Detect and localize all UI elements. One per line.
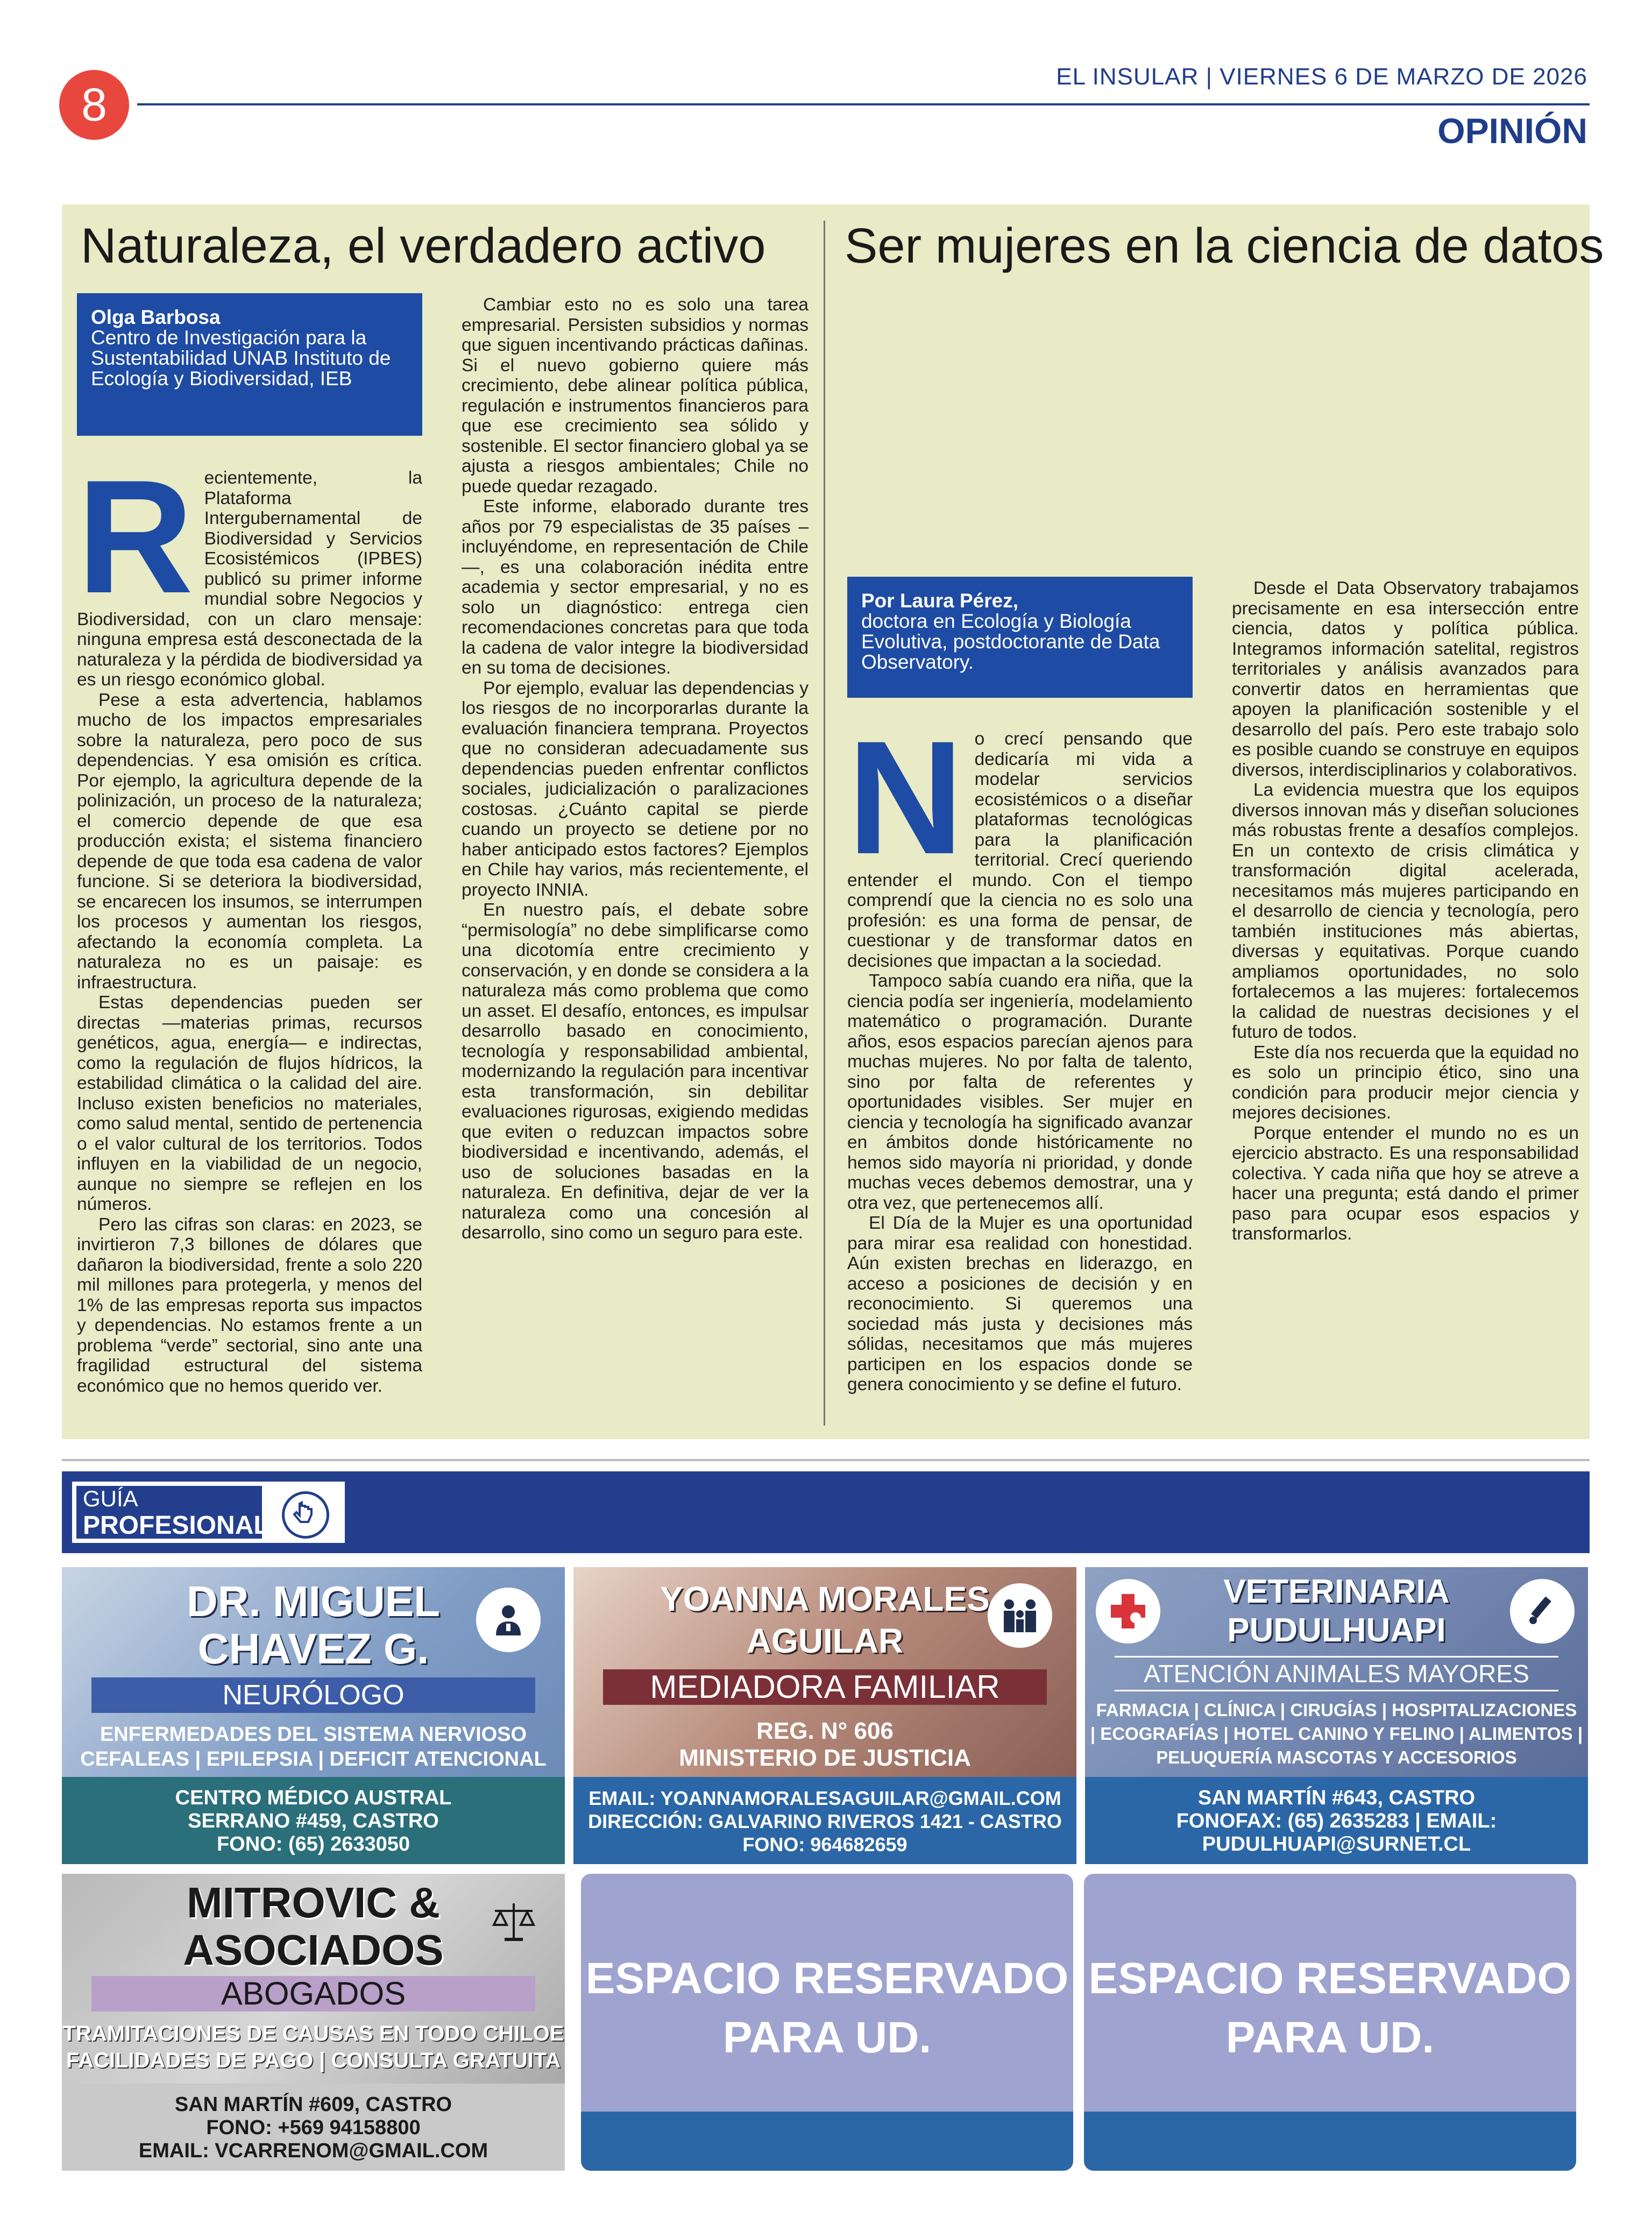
morales-name: YOANNA MORALES AGUILAR [660, 1580, 990, 1660]
article-2-paragraph: o crecí pensando que dedicaría mi vida a modelar servicios ecosistémicos o a diseñar plataformas tecnológicas para la planificación territorial. Crecí queriendo entender el mundo. Con el tiempo comprendí que la ciencia no es solo una profesión: es una forma de pensar, de cuestionar y de transformar datos en decisiones que impactan a la sociedad. [847, 729, 1193, 971]
reserved-space-1[interactable] [581, 1874, 1073, 2171]
doctor-icon [476, 1588, 541, 1652]
article-2-drop-cap: N [847, 729, 964, 888]
reserved-space-text: ESPACIO RESERVADO PARA UD. [1088, 1954, 1572, 2062]
guide-label-line-1: GUÍA [83, 1486, 138, 1511]
article-1-paragraph: Pero las cifras son claras: en 2023, se invirtieron 7,3 billones de dólares que dañaron la biodiversidad, frente a solo 220 mil millones para protegerla, y menos del 1% de las empresas reporta sus impactos y dependencias. No estamos frente a un problema “verde” sectorial, sino ante una fragilidad estructural del sistema económico que no hemos querido ver. [77, 1214, 422, 1396]
guide-label-line-2: PROFESIONAL [83, 1511, 270, 1540]
article-1-drop-cap: R [77, 468, 194, 627]
veterinaria-name: VETERINARIA PUDULHUAPI [1223, 1573, 1450, 1649]
morales-detail-1: REG. N° 606 [756, 1718, 894, 1744]
reserved-space-bar [581, 2112, 1073, 2171]
article-2-paragraph: Desde el Data Observatory trabajamos precisamente en esa intersección entre ciencia, datos y política pública. Integramos información satelital, registros territoriales y análisis avanzados para convertir datos en herramientas que apoyen la planificación sostenible y el desarrollo del país. Pero este trabajo solo es posible cuando se construye en equipos diversos, interdisciplinarios y colaborativos. [1232, 578, 1579, 780]
morales-detail-2: MINISTERIO DE JUSTICIA [679, 1745, 971, 1771]
chavez-name: DR. MIGUEL CHAVEZ G. [186, 1577, 441, 1673]
header-rule [137, 103, 1590, 105]
column-divider [824, 221, 825, 1426]
article-1-author-box [77, 293, 422, 436]
article-2-author-affiliation: doctora en Ecología y Biología Evolutiva, postdoctorante de Data Observatory. [861, 610, 1160, 673]
article-1-paragraph: En nuestro país, el debate sobre “permisología” no debe simplificarse como una dicotomía entre crecimiento y conservación, y en donde se considera a la naturaleza más como problema que como un asset. El desafío, entonces, es impulsar desarrollo basado en conocimiento, tecnología y responsabilidad ambiental, modernizando la regulación para incentivar esta transformación, sin debilitar evaluaciones rigurosas, exigiendo medidas que eviten o reduzcan impactos sobre biodiversidad e incentivando, además, el uso de soluciones basadas en la naturaleza. En definitiva, dejar de ver la naturaleza como una concesión al desarrollo, sino como un seguro para este. [462, 900, 809, 1243]
chavez-specialty: NEURÓLOGO [91, 1677, 535, 1713]
veterinaria-detail-3: PELUQUERÍA MASCOTAS Y ACCESORIOS [1156, 1747, 1517, 1767]
article-1-paragraph: Estas dependencias pueden ser directas —materias primas, recursos genéticos, agua, energía— e indirectas, como la regulación de flujos hídricos, la estabilidad climática o la calidad del aire. Incluso existen beneficios no materiales, como salud mental, sentido de pertenencia o el valor cultural de los territorios. Todos influyen en la viabilidad de un negocio, aunque no siempre se reflejen en los números. [77, 993, 422, 1214]
mitrovic-detail-2: FACILIDADES DE PAGO | CONSULTA GRATUITA [66, 2049, 561, 2072]
article-1-column-1 [77, 468, 422, 1426]
article-1-paragraph: Pese a esta advertencia, hablamos mucho de los impactos empresariales sobre la naturaleza, pero poco de sus dependencias. Y esa omisión es crítica. Por ejemplo, la agricultura depende de la polinización, un proceso de la naturaleza; el comercio depende de que esa producción exista; el sistema financiero depende de que toda esa cadena de valor funcione. Si se deteriora la biodiversidad, se encarecen los insumos, se interrumpen los procesos y aumentan los riesgos, afectando la economía completa. La naturaleza no es un paisaje: es infraestructura. [77, 690, 422, 993]
mitrovic-specialty: ABOGADOS [91, 1976, 535, 2011]
article-2-column-1 [847, 729, 1193, 1428]
veterinaria-detail-2: | ECOGRAFÍAS | HOTEL CANINO Y FELINO | ALIMENTOS | [1090, 1724, 1583, 1744]
article-1-column-2 [462, 295, 809, 1430]
article-2-column-2 [1232, 578, 1579, 1431]
family-icon [988, 1583, 1052, 1648]
section-title: OPINIÓN [1437, 111, 1587, 151]
article-1-paragraph: Por ejemplo, evaluar las dependencias y los riesgos de no incorporarlas durante la evaluación financiera temprana. Proyectos que no consideran adecuadamente sus dependencias pueden enfrentar conflictos sociales, judicialización o paralizaciones costosas. ¿Cuánto capital se pierde cuando un proyecto se detiene por no haber anticipado estos factores? Ejemplos en Chile hay varios, más recientemente, el proyecto INNIA. [462, 678, 809, 900]
morales-specialty: MEDIADORA FAMILIAR [603, 1669, 1047, 1705]
page-number: 8 [59, 70, 129, 140]
article-2-paragraph: Porque entender el mundo no es un ejercicio abstracto. Es una responsabilidad colectiva. Y cada niña que hoy se atreve a hacer una pregunta; está dando el primer paso para ocupar esos espacios y transformarlos. [1232, 1123, 1579, 1244]
mitrovic-contact: SAN MARTÍN #609, CASTRO FONO: +569 94158800 EMAIL: VCARRENOM@GMAIL.COM [62, 2084, 565, 2171]
veterinaria-specialty: ATENCIÓN ANIMALES MAYORES [1115, 1656, 1558, 1691]
mitrovic-name: MITROVIC & ASOCIADOS [183, 1879, 444, 1974]
article-2-author-name: Por Laura Pérez, [861, 590, 1019, 612]
reserved-space-text: ESPACIO RESERVADO PARA UD. [585, 1954, 1069, 2062]
article-2-paragraph: Tampoco sabía cuando era niña, que la ciencia podía ser ingeniería, modelamiento matemático o programación. Durante años, esos espacios parecían ajenos para muchas mujeres. No por falta de talento, sino por falta de referentes y oportunidades visibles. Ser mujer en ciencia y tecnología ha significado avanzar en ámbitos donde históricamente no hemos sido mayoría ni prioridad, y donde muchas veces debemos demostrar, una y otra vez, que pertenecemos allí. [847, 971, 1193, 1213]
ad-card-morales[interactable] [573, 1567, 1076, 1864]
article-1-headline: Naturaleza, el verdadero activo [81, 218, 766, 273]
veterinaria-contact: SAN MARTÍN #643, CASTRO FONOFAX: (65) 2635283 | EMAIL: PUDULHUAPI@SURNET.CL [1085, 1777, 1588, 1864]
article-2-paragraph: Este día nos recuerda que la equidad no es solo un principio ético, sino una condición para producir mejor ciencia y mejores decisiones. [1232, 1042, 1579, 1123]
article-1-author-affiliation: Centro de Investigación para la Sustentabilidad UNAB Instituto de Ecología y Biodiversidad, IEB [91, 327, 391, 389]
article-2-paragraph: La evidencia muestra que los equipos diversos innovan más y diseñan soluciones más robustas frente a desafíos complejos. En un contexto de crisis climática y transformación digital acelerada, necesitamos más mujeres participando en el desarrollo de ciencia y tecnología, pero también instituciones más abiertas, diversas y equitativas. Porque cuando ampliamos oportunidades, no solo fortalecemos a las mujeres: fortalecemos la calidad de nuestras decisiones y el futuro de todos. [1232, 780, 1579, 1042]
scales-icon [481, 1890, 546, 1954]
article-1-paragraph: ecientemente, la Plataforma Intergubernamental de Biodiversidad y Servicios Ecosistémicos (IPBES) publicó su primer informe mundial sobre Negocios y Biodiversidad, con un claro mensaje: ninguna empresa está desconectada de la naturaleza y la pérdida de biodiversidad ya es un riesgo económico global. [77, 468, 422, 690]
morales-contact: EMAIL: YOANNAMORALESAGUILAR@GMAIL.COM DIRECCIÓN: GALVARINO RIVEROS 1421 - CASTRO FONO: 964682659 [573, 1777, 1076, 1864]
chavez-detail-1: ENFERMEDADES DEL SISTEMA NERVIOSO [100, 1723, 527, 1746]
mitrovic-detail-1: TRAMITACIONES DE CAUSAS EN TODO CHILOE [62, 2022, 564, 2045]
chavez-contact: CENTRO MÉDICO AUSTRAL SERRANO #459, CASTRO FONO: (65) 2633050 [62, 1777, 565, 1864]
reserved-space-bar [1084, 2112, 1576, 2171]
masthead: EL INSULAR | VIERNES 6 DE MARZO DE 2026 [1056, 63, 1587, 90]
article-1-author-name: Olga Barbosa [91, 306, 221, 328]
ad-card-veterinaria[interactable] [1085, 1567, 1588, 1864]
reserved-space-2[interactable] [1084, 1874, 1576, 2171]
article-2-headline: Ser mujeres en la ciencia de datos [845, 218, 1604, 273]
guide-label [70, 1479, 347, 1545]
chavez-detail-2: CEFALEAS | EPILEPSIA | DEFICIT ATENCIONAL [80, 1748, 547, 1770]
hand-pointer-icon [282, 1491, 329, 1539]
ad-card-mitrovic[interactable] [62, 1874, 565, 2171]
article-1-paragraph: Este informe, elaborado durante tres años por 79 especialistas de 35 países –incluyéndome, en representación de Chile—, es una colaboración inédita entre academia y sector empresarial, y no es solo un diagnóstico: entrega cien recomendaciones concretas para que toda la cadena de valor integre la biodiversidad en su toma de decisiones. [462, 497, 809, 678]
article-2-paragraph: El Día de la Mujer es una oportunidad para mirar esa realidad con honestidad. Aún existen brechas en liderazgo, en acceso a posiciones de decisión y en reconocimiento. Si queremos una sociedad más justa y decisiones más sólidas, necesitamos que más mujeres participen en los espacios donde se genera conocimiento y se define el futuro. [847, 1213, 1193, 1394]
article-2-author-box [847, 577, 1193, 698]
ad-card-chavez[interactable] [62, 1567, 565, 1864]
section-separator [62, 1459, 1590, 1461]
article-1-paragraph: Cambiar esto no es solo una tarea empresarial. Persisten subsidios y normas que siguen incentivando prácticas dañinas. Si el nuevo gobierno quiere más crecimiento, debe alinear política pública, regulación e instrumentos financieros para que ese crecimiento sea sólido y sostenible. El sector financiero global ya se ajusta a riesgos ambientales; Chile no puede quedar rezagado. [462, 295, 809, 497]
veterinaria-detail-1: FARMACIA | CLÍNICA | CIRUGÍAS | HOSPITALIZACIONES [1096, 1700, 1577, 1720]
